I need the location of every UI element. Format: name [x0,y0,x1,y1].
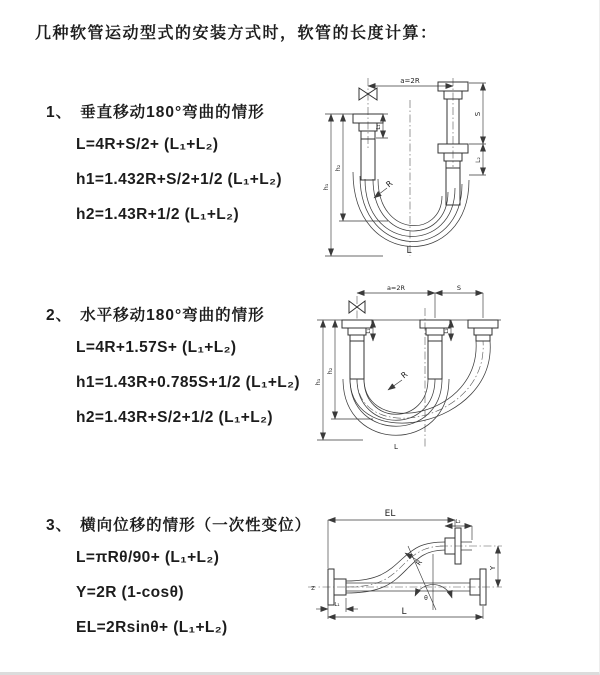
dim-h2-label: h₂ [326,367,334,375]
radius-leader [405,553,417,560]
formula-l: L=πRθ/90+ (L₁+L₂) [76,549,220,566]
theta-label: θ [424,595,428,602]
diagram-horizontal-180-bend [305,278,600,463]
right-flange-assembly-lower [438,144,468,205]
z-axis-label: Z [311,586,315,592]
u-bend-hose-arcs-shifted [350,341,490,423]
dim-a2r-label: a=2R [400,77,420,85]
section-1-number: 1、 [46,104,73,121]
dim-h1-label: h₁ [314,378,322,386]
section-1-title: 垂直移动180°弯曲的情形 [80,104,265,121]
dim-s-label: S [456,284,462,292]
dim-el-label: EL [384,509,396,519]
dim-a2r-label: a=2R [386,284,406,292]
dim-l2-label: L₂ [475,157,482,163]
formula-y: Y=2R (1-cosθ) [76,584,184,601]
braided-hose-section [446,168,460,205]
diagram-vertical-180-bend [313,72,598,267]
braided-hose-section [428,341,442,379]
dim-s-label: S [474,111,482,117]
formula-h2: h2=1.43R+1/2 (L₁+L₂) [76,206,240,223]
dim-l1-label: L₁ [366,328,372,334]
formula-h1: h1=1.43R+0.785S+1/2 (L₁+L₂) [76,374,300,391]
radius-label: R [384,178,395,190]
angle-construction [408,546,452,610]
formula-l: L=4R+1.57S+ (L₁+L₂) [76,339,237,356]
radius-label: R [399,369,410,381]
page-title: 几种软管运动型式的安装方式时，软管的长度计算： [35,25,438,42]
u-bend-hose-arcs [353,172,469,247]
section-1-heading [46,100,282,122]
section-2-number: 2、 [46,307,73,324]
braided-hose-section [361,139,375,180]
formula-el: EL=2Rsinθ+ (L₁+L₂) [76,619,228,636]
radius-leader [388,380,402,390]
section-3-heading [46,513,311,535]
formula-h2: h2=1.43R+S/2+1/2 (L₁+L₂) [76,409,273,426]
diagram-lateral-displacement [300,502,600,657]
flange-assembly-3-shifted [468,320,498,341]
dim-h2-label: h₂ [334,164,342,172]
section-2-title: 水平移动180°弯曲的情形 [80,307,265,324]
length-label: L [394,443,398,451]
braided-hose-section [350,341,364,379]
length-label: L [406,246,412,256]
formula-l: L=4R+S/2+ (L₁+L₂) [76,136,219,153]
section-2-heading [46,303,300,325]
section-3-title: 横向位移的情形（一次性变位） [80,517,312,534]
dim-l-label: L [401,607,407,617]
formula-h1: h1=1.432R+S/2+1/2 (L₁+L₂) [76,171,282,188]
dim-h1-label: h₁ [322,183,330,191]
section-vertical-movement [46,100,282,240]
radius-label: R [414,558,425,568]
section-lateral-displacement [46,513,311,653]
dim-y-label: Y [489,565,497,571]
dim-l1-label: L₁ [334,602,340,608]
dim-l2-label: L₂ [455,519,461,525]
dim-l2-label: L₂ [444,328,450,334]
section-3-number: 3、 [46,517,73,534]
section-horizontal-movement [46,303,300,443]
dim-l1-label: L₁ [376,124,382,130]
